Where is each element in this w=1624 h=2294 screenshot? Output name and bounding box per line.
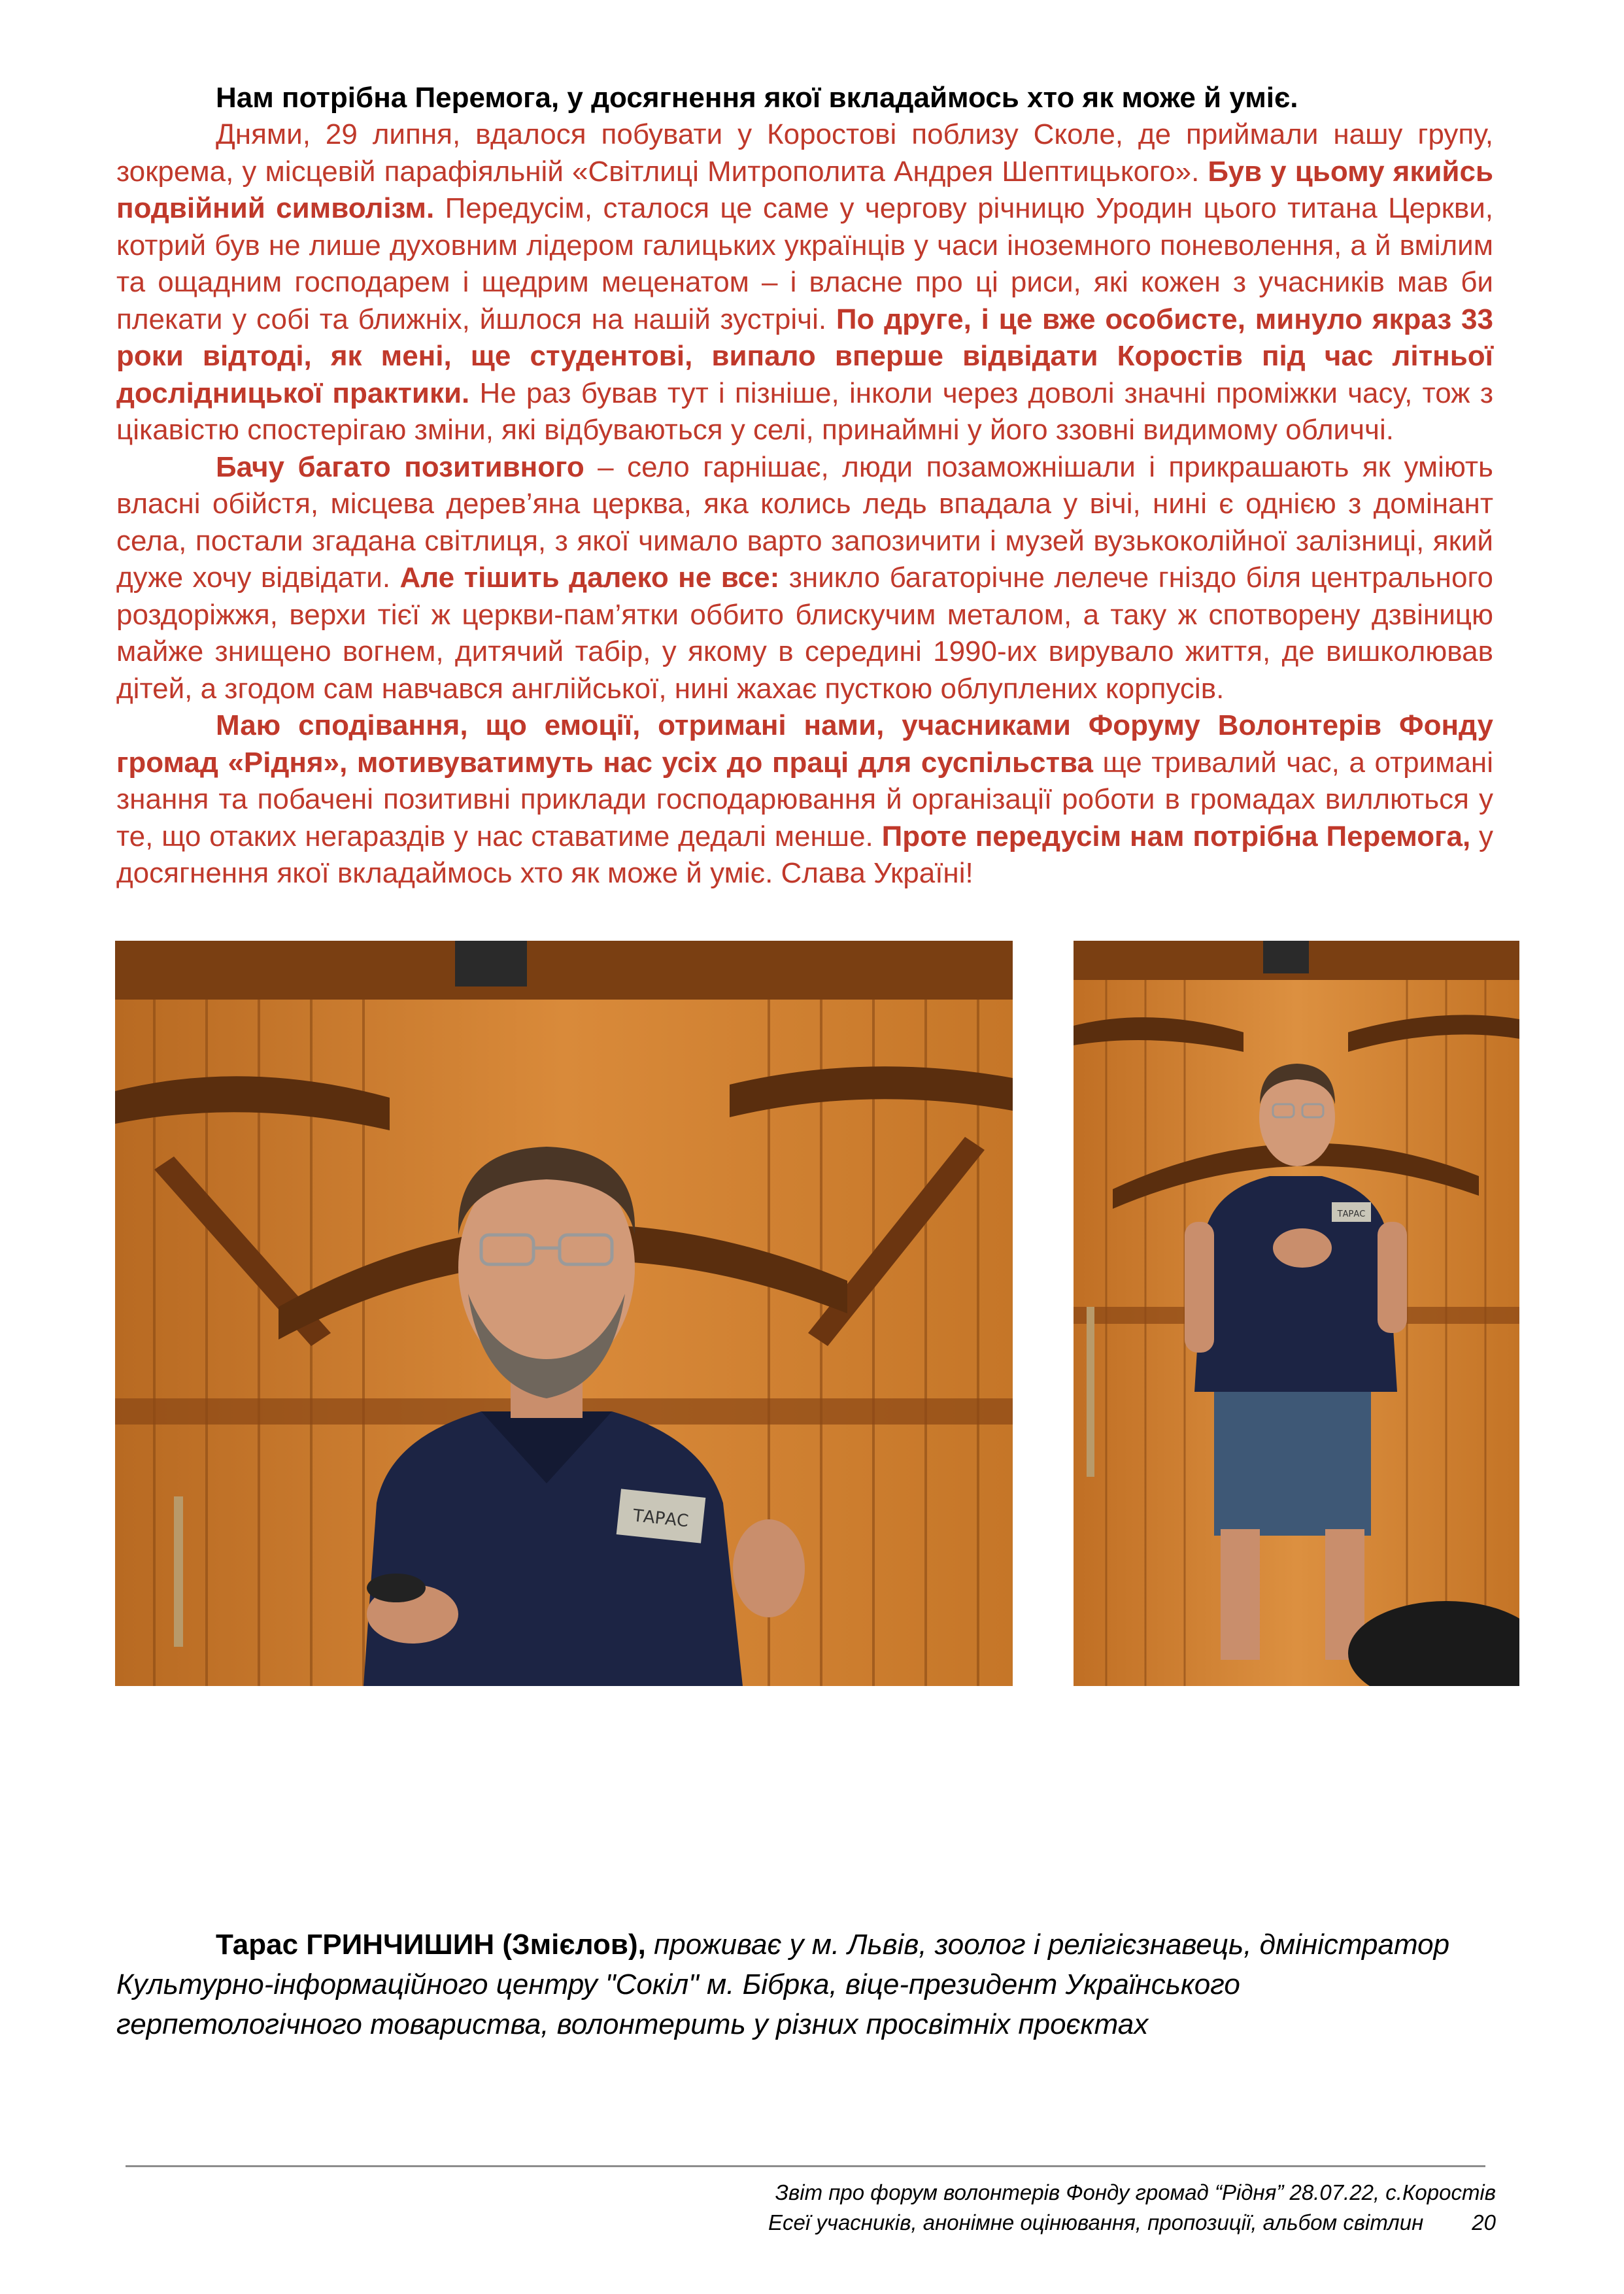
p3-text-2: у досягнення якої вкладаймось хто як може й уміє. Слава Україні! bbox=[116, 820, 1493, 889]
badge-label-right: ТАРАС bbox=[1337, 1209, 1366, 1219]
page-headline: Нам потрібна Перемога, у досягнення якої вкладаймось хто як може й уміє. bbox=[216, 82, 1298, 114]
p3-bold-2: Проте передусім нам потрібна Перемога, bbox=[881, 820, 1471, 852]
p2-text-1: – село гарнішає, люди позаможнішали і прикрашають як уміють власні обійстя, місцева дерев’яна церква, яка колись ледь впадала у вічі, нині є однією з домінант села, постали згадана світлиця, з якої чимало варто запозичити і музей вузькоколійної залізниці, який дуже хочу відвідати. bbox=[116, 450, 1493, 594]
badge-label-left: ТАРАС bbox=[632, 1506, 690, 1532]
author-bio bbox=[116, 1925, 1496, 2044]
paragraph-2 bbox=[116, 449, 1493, 708]
p3-text-1: ще тривалий час, а отримані знання та побачені позитивні приклади господарювання й організації роботи в громадах виллються у те, що отаких негараздів у нас ставатиме дедалі менше. bbox=[116, 746, 1493, 852]
p1-text-1: Днями, 29 липня, вдалося побувати у Коростові поблизу Сколе, де приймали нашу групу, зокрема, у місцевій парафіяльній «Світлиці Митрополита Андрея Шептицького». bbox=[116, 118, 1493, 188]
p1-bold-1: Був у цьому якийсь подвійний символізм. bbox=[116, 155, 1493, 224]
bio-line-1 bbox=[116, 1925, 1496, 1965]
p1-bold-2: По друге, і це вже особисте, минуло якраз 33 роки відтоді, як мені, ще студентові, випало вперше відвідати Коростів під час літньої дослідницької практики. bbox=[116, 303, 1493, 409]
photo-speaker-closeup-illustration bbox=[115, 941, 1013, 1686]
p2-bold-2: Але тішить далеко не все: bbox=[399, 562, 780, 594]
bio-line-3-text: герпетологічного товариства, волонтерить у різних просвітніх проєктах bbox=[116, 2008, 1149, 2040]
footer-line-1: Звіт про форум волонтерів Фонду громад “Рідня” 28.07.22, с.Коростів bbox=[775, 2180, 1496, 2204]
footer-divider bbox=[126, 2165, 1485, 2167]
page-number: 20 bbox=[1472, 2210, 1496, 2235]
p3-bold-1: Маю сподівання, що емоції, отримані нами, учасниками Форуму Волонтерів Фонду громад «Рідня», мотивуватимуть нас усіх до праці для суспільства bbox=[116, 709, 1493, 779]
paragraph-1 bbox=[116, 116, 1493, 449]
paragraph-3 bbox=[116, 707, 1493, 892]
page-footer bbox=[768, 2178, 1496, 2238]
bio-line-1-rest: проживає у м. Львів, зоолог і релігієзнавець, дміністратор bbox=[645, 1929, 1450, 1961]
article-body bbox=[116, 116, 1493, 892]
footer-line-2 bbox=[768, 2208, 1496, 2238]
bio-line-2 bbox=[116, 1965, 1496, 2004]
author-name: Тарас ГРИНЧИШИН (Змієлов), bbox=[216, 1929, 646, 1961]
p1-text-3: Не раз бував тут і пізніше, інколи через доволі значні проміжки часу, тож з цікавістю спостерігаю зміни, які відбуваються у селі, принаймні у його ззовні видимому обличчі. bbox=[116, 377, 1493, 446]
photo-speaker-closeup bbox=[115, 941, 1013, 1686]
bio-line-3 bbox=[116, 2004, 1496, 2044]
bio-line-2-text: Культурно-інформаційного центру "Сокіл" м. Бібрка, віце-президент Українського bbox=[116, 1968, 1240, 2000]
p1-text-2: Передусім, сталося це саме у чергову річницю Уродин цього титана Церкви, котрий був не лише духовним лідером галицьких українців у часи іноземного поневолення, а й вмілим та ощадним господарем і щедрим меценатом – і власне про ці риси, які кожен з учасників мав би плекати у собі та ближніх, йшлося на нашій зустрічі. bbox=[116, 192, 1493, 335]
p2-text-2: зникло багаторічне лелече гніздо біля центрального роздоріжжя, верхи тієї ж церкви-пам’ятки оббито блискучим металом, а таку ж спотворену дзвіницю майже знищено вогнем, дитячий табір, у якому в середині 1990-их вирувало життя, де вишколював дітей, а згодом сам навчався англійської, нині жахає пусткою облуплених корпусів. bbox=[116, 562, 1493, 705]
footer-line-2-text: Есеї учасників, анонімне оцінювання, пропозиції, альбом світлин bbox=[768, 2210, 1424, 2235]
photo-speaker-fullbody-illustration bbox=[1074, 941, 1519, 1686]
photo-speaker-fullbody bbox=[1074, 941, 1519, 1686]
p2-bold-1: Бачу багато позитивного bbox=[216, 450, 584, 483]
